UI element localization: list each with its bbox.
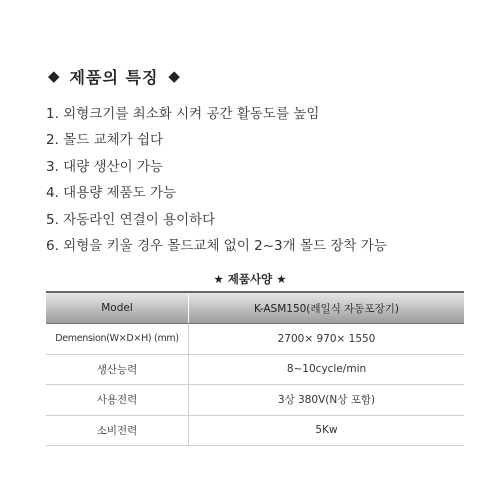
spec-value: 5Kw xyxy=(189,415,465,446)
table-row xyxy=(46,354,464,385)
feature-item-3: 3. 대량 생산이 가능 xyxy=(46,158,164,175)
table-row xyxy=(46,385,464,416)
spec-table xyxy=(46,291,464,446)
feature-item-6: 6. 외형을 키울 경우 몰드교체 없이 2~3개 몰드 장착 가능 xyxy=(46,237,387,254)
spec-label: 소비전력 xyxy=(46,415,189,446)
spec-header-model: Model xyxy=(46,292,189,324)
spec-value: 2700× 970× 1550 xyxy=(189,324,465,355)
features-heading xyxy=(48,64,180,88)
spec-label: 생산능력 xyxy=(46,354,189,385)
diamond-left-icon: ◆ xyxy=(48,67,60,85)
spec-header-model-value: K-ASM150(레일식 자동포장기) xyxy=(189,292,465,324)
spec-header-row xyxy=(46,292,464,324)
feature-item-5: 5. 자동라인 연결이 용이하다 xyxy=(46,211,216,228)
feature-item-2: 2. 몰드 교체가 쉽다 xyxy=(46,132,164,149)
spec-value: 8~10cycle/min xyxy=(189,354,465,385)
feature-list xyxy=(46,101,387,259)
spec-value: 3상 380V(N상 포함) xyxy=(189,385,465,416)
table-row xyxy=(46,324,464,355)
feature-item-1: 1. 외형크기를 최소화 시켜 공간 활동도를 높임 xyxy=(46,106,320,122)
features-heading-text: 제품의 특징 xyxy=(69,67,159,87)
spec-title: ★ 제품사양 ★ xyxy=(213,272,287,286)
diamond-right-icon: ◆ xyxy=(168,67,180,85)
spec-label: Demension(W×D×H) (mm) xyxy=(46,324,189,355)
table-row xyxy=(46,415,464,446)
feature-item-4: 4. 대용량 제품도 가능 xyxy=(46,185,177,202)
spec-label: 사용전력 xyxy=(46,385,189,416)
